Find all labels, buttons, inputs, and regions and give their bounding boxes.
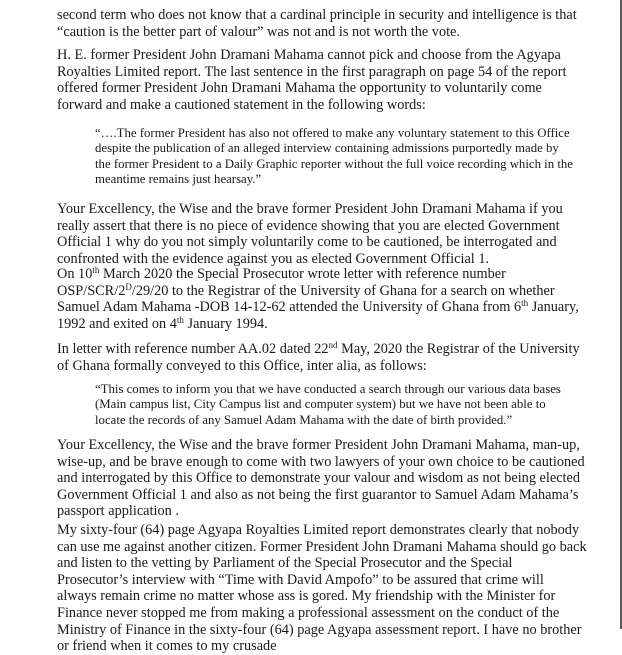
paragraph-agyapa-report xyxy=(57,47,587,113)
paragraph-text: Your Excellency, the Wise and the brave former President John Dramani Mahama, man-up, wise-up, and be brave enough to come with two lawyers of your own choice to be cautioned and interrogated by this Office to demonstrate your valour and wisdom as not being elected Government Official 1 and also as not being the first guarantor to Samuel Adam Mahama’s passport application . xyxy=(57,437,589,520)
text-run: March 2020 the Special Prosecutor wrote letter with reference number OSP/SCR/2 xyxy=(57,266,510,299)
text-run: January, 1992 and exited on 4 xyxy=(57,299,583,332)
blockquote-registrar xyxy=(95,382,573,428)
text-run: May, 2020 the Registrar of the University of Ghana formally conveyed to this Office, inter alia, as follows: xyxy=(57,341,584,374)
quote-text: “….The former President has also not offered to make any voluntary statement to this Office despite the publication of an alleged interview containing admissions purportedly made by the former President to a Daily Graphic reporter without the full voice recording which in the meantime remains just hearsay.” xyxy=(95,126,577,187)
paragraph-registrar-reply xyxy=(57,341,587,374)
superscript: th xyxy=(521,298,529,309)
text-run: On 10 xyxy=(57,266,93,282)
paragraph-man-up xyxy=(57,437,587,520)
superscript: th xyxy=(176,314,184,325)
paragraph-text: Your Excellency, the Wise and the brave former President John Dramani Mahama if you really assert that there is no piece of evidence showing that you are elected Government Official 1 why do you not simply voluntarily come to be cautioned, be interrogated and confronted with the evidence against you as elected Government Official 1. xyxy=(57,201,567,267)
paragraph-caution-principle xyxy=(57,7,587,40)
paragraph-voluntary-caution xyxy=(57,201,587,267)
text-run: January 1994. xyxy=(183,315,268,332)
text-run: /29/20 to the Registrar of the University of Ghana for a search on whether Samuel Adam Mahama -DOB 14-12-62 attended the University of Ghana from 6 xyxy=(57,282,559,316)
paragraph-text: second term who does not know that a cardinal principle in security and intelligence is that “caution is the better part of valour” was not and is not worth the vote. xyxy=(57,7,581,40)
superscript: th xyxy=(92,265,100,275)
paragraph-registrar-letter xyxy=(57,266,587,332)
blockquote-former-president xyxy=(95,126,577,188)
text-run: In letter with reference number AA.02 dated 22 xyxy=(57,341,329,357)
paragraph-sixty-four-page-report xyxy=(57,522,591,655)
paragraph-text: H. E. former President John Dramani Mahama cannot pick and choose from the Agyapa Royalties Limited report. The last sentence in the first paragraph on page 54 of the report offered former President John Dramani Mahama the opportunity to voluntarily come forward and make a cautioned statement in the following words: xyxy=(57,47,571,113)
superscript: D xyxy=(125,281,132,292)
paragraph-text: My sixty-four (64) page Agyapa Royalties Limited report demonstrates clearly that nobody can use me against another citizen. Former President John Dramani Mahama should go back and listen to the vetting by Parliament of the Special Prosecutor and the Special Prosecutor’s interview with “Time with David Ampofo” to be assured that crime will always remain crime no matter whose ass is gored. My friendship with the Minister for Finance never stopped me from making a professional assessment on the conduct of the Ministry of Finance in the sixty-four (64) page Agyapa assessment report. I have no brother or friend when it comes to my crusade xyxy=(57,522,591,655)
quote-text: “This comes to inform you that we have conducted a search through our various data bases (Main campus list, City Campus list and computer system) but we have not been able to locate the records of any Samuel Adam Mahama with the date of birth provided.” xyxy=(95,382,565,427)
superscript: nd xyxy=(328,340,338,350)
